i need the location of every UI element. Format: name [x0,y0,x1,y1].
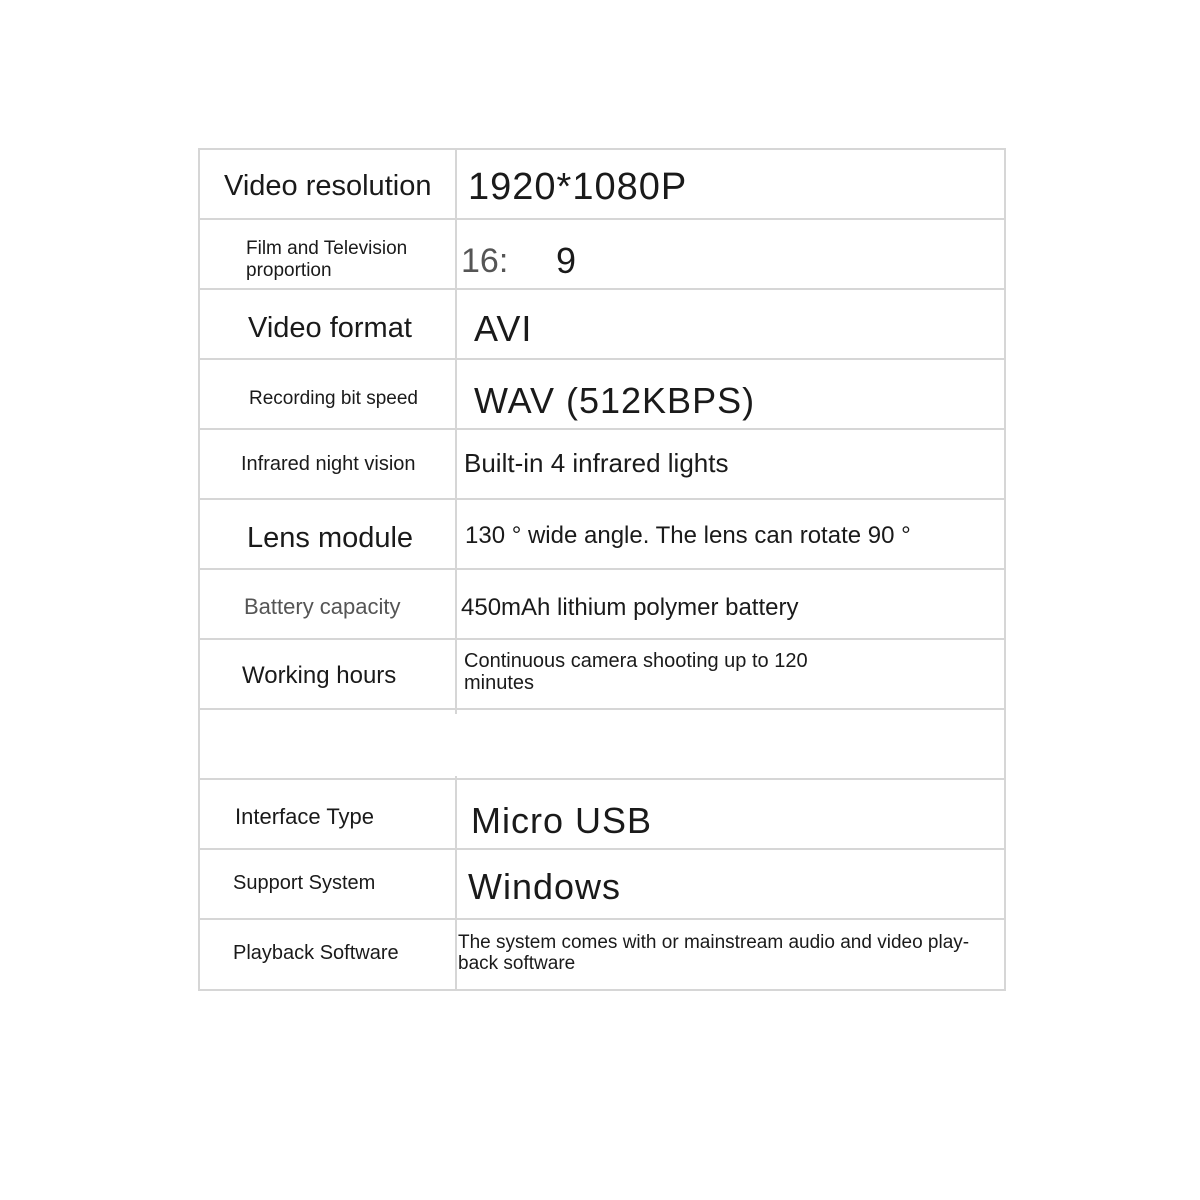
table-row [200,220,1004,290]
row-value: The system comes with or mainstream audio and video play-back software [458,932,970,974]
table-row [200,920,1004,990]
table-row [200,290,1004,360]
row-label: Film and Television proportion [246,238,408,281]
table-row-empty [200,710,1004,780]
row-value: 450mAh lithium polymer battery [461,594,799,621]
row-label: Video resolution [224,170,432,202]
table-row [200,430,1004,500]
row-label: Working hours [242,662,397,689]
row-value: Windows [468,866,622,907]
row-label: Support System [233,872,376,894]
row-value-ratio-right: 9 [556,240,578,281]
row-value: Built-in 4 infrared lights [464,448,729,478]
row-label: Playback Software [233,942,399,964]
row-label: Infrared night vision [241,453,416,475]
table-row [200,570,1004,640]
row-label: Recording bit speed [249,388,418,409]
row-label: Video format [248,312,412,344]
table-row [200,850,1004,920]
row-value: 1920*1080P [468,166,688,208]
row-label: Interface Type [235,804,375,829]
row-value: Micro USB [471,800,653,841]
row-label: Battery capacity [244,594,401,619]
row-value-ratio-left: 16: [461,242,509,280]
table-row [200,780,1004,850]
row-value: WAV (512KBPS) [474,380,756,421]
row-label: Lens module [247,522,414,554]
spec-table [198,148,1006,991]
table-row [200,500,1004,570]
row-value: 130 ° wide angle. The lens can rotate 90 ° [465,522,911,549]
table-row [200,360,1004,430]
table-row [200,150,1004,220]
row-value: AVI [474,308,533,349]
row-value: Continuous camera shooting up to 120 minutes [464,650,808,694]
table-row [200,640,1004,710]
